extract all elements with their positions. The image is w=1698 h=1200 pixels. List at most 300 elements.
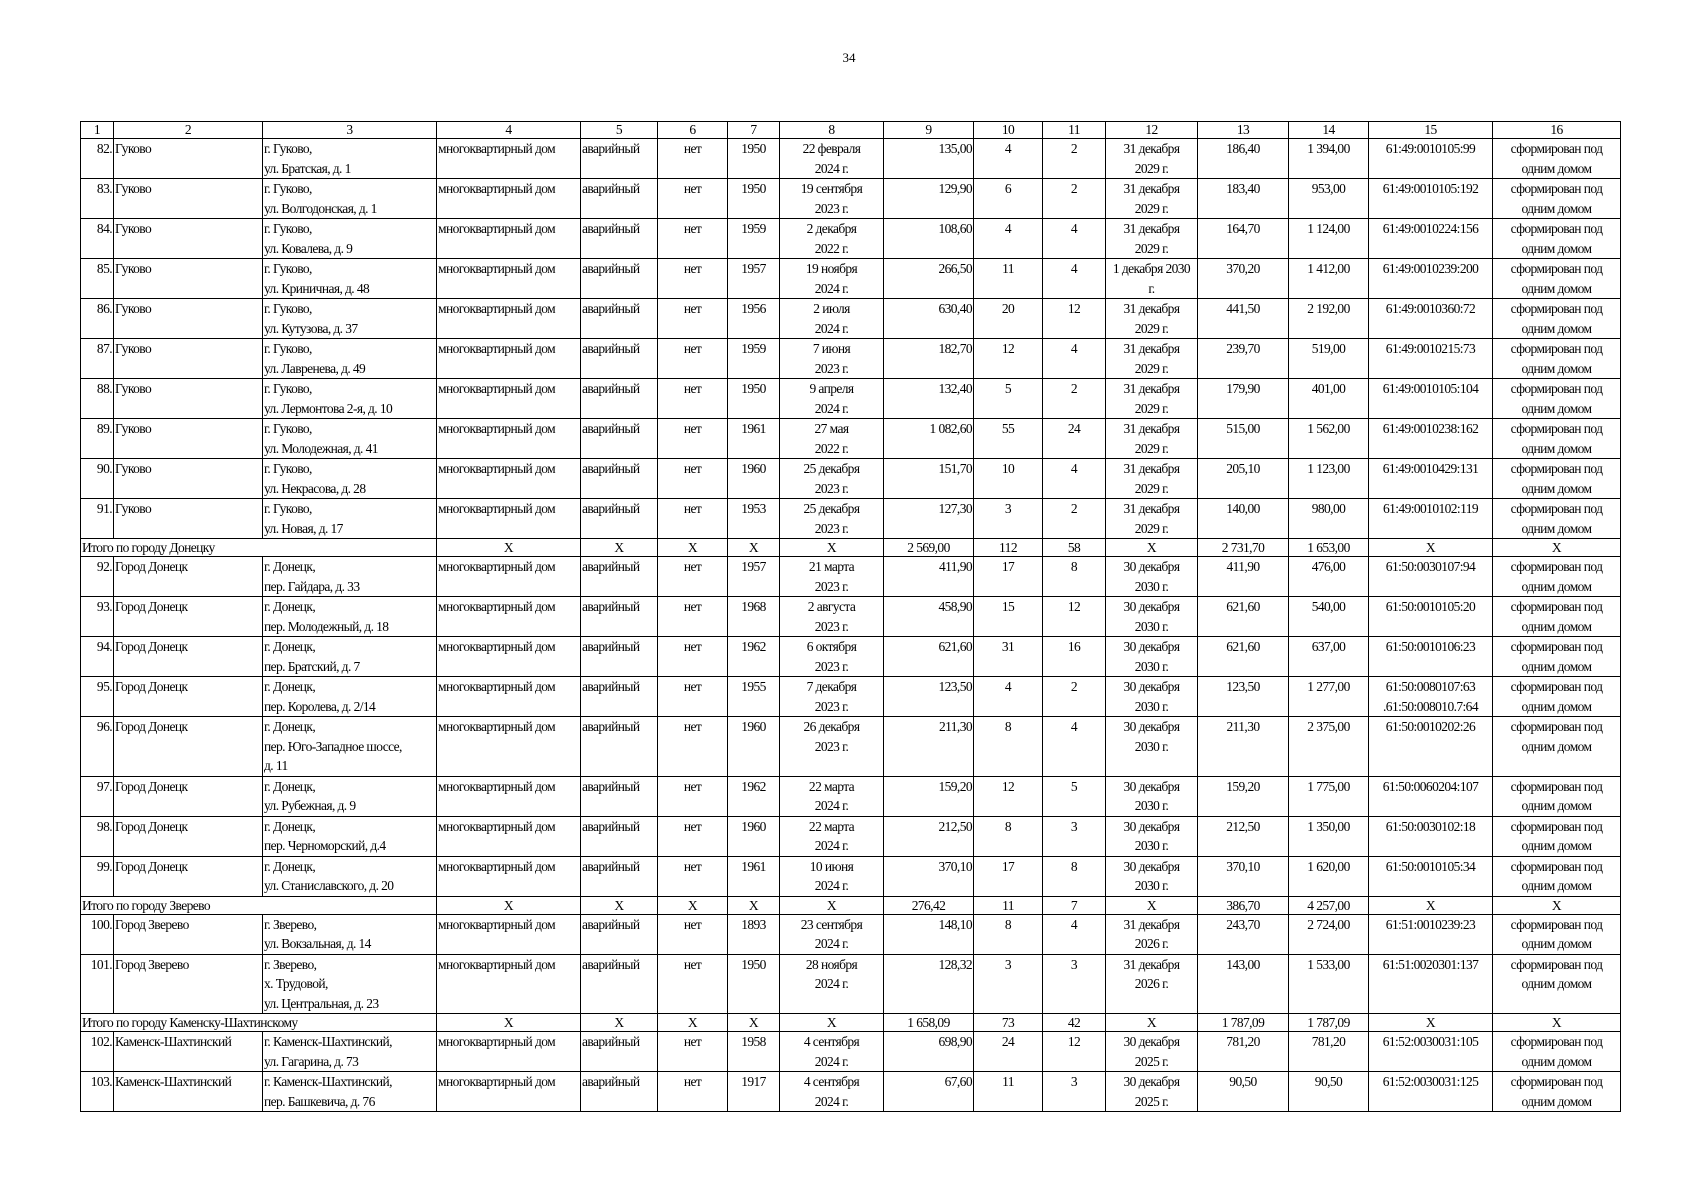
table-cell: 128,32 (884, 954, 974, 1014)
table-cell: Гуково (114, 419, 263, 459)
column-number-7: 7 (728, 122, 780, 139)
subtotal-cell: 2 569,00 (884, 539, 974, 557)
table-row (81, 637, 1621, 677)
table-cell: многоквартирный дом (437, 557, 581, 597)
page-number: 34 (842, 50, 856, 65)
table-cell: аварийный (581, 259, 658, 299)
table-cell: 10 (974, 459, 1043, 499)
table-cell: 151,70 (884, 459, 974, 499)
subtotal-row (81, 1014, 1621, 1032)
subtotal-cell: 1 787,09 (1289, 1014, 1369, 1032)
table-cell: 97. (81, 776, 114, 816)
table-cell: 9 апреля 2024 г. (780, 379, 884, 419)
table-cell: 123,50 (884, 677, 974, 717)
table-cell: 781,20 (1289, 1032, 1369, 1072)
column-number-12: 12 (1106, 122, 1198, 139)
subtotal-cell: X (1369, 539, 1493, 557)
table-cell: 1962 (728, 776, 780, 816)
table-cell: 540,00 (1289, 597, 1369, 637)
table-cell: г. Каменск-Шахтинский, ул. Гагарина, д. 73 (263, 1032, 437, 1072)
table-cell: 61:49:0010102:119 (1369, 499, 1493, 539)
table-body (81, 139, 1621, 1112)
table-cell: 7 декабря 2023 г. (780, 677, 884, 717)
column-number-5: 5 (581, 122, 658, 139)
table-cell: 1 123,00 (1289, 459, 1369, 499)
table-cell: 17 (974, 557, 1043, 597)
table-cell: 94. (81, 637, 114, 677)
table-cell: 99. (81, 856, 114, 896)
subtotal-cell: X (780, 1014, 884, 1032)
table-cell: аварийный (581, 459, 658, 499)
table-cell: 85. (81, 259, 114, 299)
table-cell: Гуково (114, 259, 263, 299)
table-row (81, 954, 1621, 1014)
table-cell: многоквартирный дом (437, 597, 581, 637)
table-cell: 31 (974, 637, 1043, 677)
table-cell: 1 350,00 (1289, 816, 1369, 856)
table-cell: 61:50:0030107:94 (1369, 557, 1493, 597)
table-cell: 20 (974, 299, 1043, 339)
table-row (81, 299, 1621, 339)
table-cell: 183,40 (1198, 179, 1289, 219)
column-number-1: 1 (81, 122, 114, 139)
table-cell: Город Донецк (114, 856, 263, 896)
table-cell: 211,30 (1198, 717, 1289, 777)
subtotal-cell: X (1106, 896, 1198, 914)
table-cell: 182,70 (884, 339, 974, 379)
table-cell: 1959 (728, 339, 780, 379)
table-cell: сформирован под одним домом (1493, 379, 1621, 419)
table-cell: аварийный (581, 816, 658, 856)
table-cell: сформирован под одним домом (1493, 179, 1621, 219)
table-cell: 1960 (728, 459, 780, 499)
table-cell: 1 620,00 (1289, 856, 1369, 896)
table-cell: г. Гуково, ул. Ковалева, д. 9 (263, 219, 437, 259)
table-cell: 28 ноября 2024 г. (780, 954, 884, 1014)
table-cell: Гуково (114, 299, 263, 339)
table-cell: 1957 (728, 259, 780, 299)
subtotal-cell: X (1369, 1014, 1493, 1032)
table-cell: г. Донецк, пер. Молодежный, д. 18 (263, 597, 437, 637)
table-cell: 30 декабря 2030 г. (1106, 637, 1198, 677)
table-cell: нет (658, 259, 728, 299)
table-cell: 1955 (728, 677, 780, 717)
table-cell: 82. (81, 139, 114, 179)
table-cell: сформирован под одним домом (1493, 914, 1621, 954)
table-cell: сформирован под одним домом (1493, 139, 1621, 179)
table-cell: нет (658, 139, 728, 179)
table-cell: 1 277,00 (1289, 677, 1369, 717)
subtotal-row (81, 539, 1621, 557)
table-cell: аварийный (581, 1072, 658, 1112)
subtotal-cell: X (658, 1014, 728, 1032)
table-cell: Гуково (114, 179, 263, 219)
table-cell: 90,50 (1198, 1072, 1289, 1112)
table-cell: 15 (974, 597, 1043, 637)
table-cell: 2 августа 2023 г. (780, 597, 884, 637)
table-cell: многоквартирный дом (437, 954, 581, 1014)
table-cell: 22 марта 2024 г. (780, 776, 884, 816)
table-cell: нет (658, 557, 728, 597)
table-cell: г. Донецк, пер. Королева, д. 2/14 (263, 677, 437, 717)
table-cell: 211,30 (884, 717, 974, 777)
table-cell: 61:52:0030031:125 (1369, 1072, 1493, 1112)
table-cell: 370,20 (1198, 259, 1289, 299)
table-cell: аварийный (581, 856, 658, 896)
table-cell: 401,00 (1289, 379, 1369, 419)
table-cell: 96. (81, 717, 114, 777)
table-cell: Город Донецк (114, 597, 263, 637)
table-cell: 30 декабря 2030 г. (1106, 856, 1198, 896)
table-cell: 31 декабря 2029 г. (1106, 299, 1198, 339)
table-cell: нет (658, 339, 728, 379)
subtotal-cell: 1 653,00 (1289, 539, 1369, 557)
table-cell: Каменск-Шахтинский (114, 1072, 263, 1112)
table-cell: многоквартирный дом (437, 459, 581, 499)
table-cell: 100. (81, 914, 114, 954)
column-number-14: 14 (1289, 122, 1369, 139)
table-cell: 19 сентября 2023 г. (780, 179, 884, 219)
table-cell: 31 декабря 2029 г. (1106, 179, 1198, 219)
table-cell: 61:49:0010239:200 (1369, 259, 1493, 299)
table-cell: 103. (81, 1072, 114, 1112)
table-cell: г. Гуково, ул. Новая, д. 17 (263, 499, 437, 539)
table-cell: 24 (1043, 419, 1106, 459)
table-cell: 1 775,00 (1289, 776, 1369, 816)
table-cell: нет (658, 219, 728, 259)
table-cell: аварийный (581, 419, 658, 459)
table-cell: г. Донецк, пер. Черноморский, д.4 (263, 816, 437, 856)
table-row (81, 856, 1621, 896)
table-cell: 31 декабря 2029 г. (1106, 419, 1198, 459)
subtotal-cell: X (1369, 896, 1493, 914)
table-cell: 30 декабря 2030 г. (1106, 816, 1198, 856)
table-cell: 2 724,00 (1289, 914, 1369, 954)
table-cell: 84. (81, 219, 114, 259)
table-cell: 31 декабря 2029 г. (1106, 499, 1198, 539)
table-cell: сформирован под одним домом (1493, 1032, 1621, 1072)
column-number-3: 3 (263, 122, 437, 139)
table-cell: сформирован под одним домом (1493, 597, 1621, 637)
table-cell: 2 (1043, 677, 1106, 717)
table-cell: 98. (81, 816, 114, 856)
table-cell: аварийный (581, 219, 658, 259)
table-cell: Город Донецк (114, 717, 263, 777)
subtotal-cell: X (1106, 1014, 1198, 1032)
table-cell: 4 (1043, 914, 1106, 954)
table-cell: г. Донецк, ул. Рубежная, д. 9 (263, 776, 437, 816)
table-row (81, 259, 1621, 299)
table-cell: нет (658, 179, 728, 219)
table-cell: 129,90 (884, 179, 974, 219)
table-cell: аварийный (581, 1032, 658, 1072)
table-cell: 61:50:0010105:34 (1369, 856, 1493, 896)
table-cell: 61:50:0010105:20 (1369, 597, 1493, 637)
table-cell: 31 декабря 2026 г. (1106, 954, 1198, 1014)
table-cell: Город Донецк (114, 776, 263, 816)
table-cell: 980,00 (1289, 499, 1369, 539)
table-cell: 1953 (728, 499, 780, 539)
table-cell: 87. (81, 339, 114, 379)
table-cell: 1 082,60 (884, 419, 974, 459)
table-cell: 1950 (728, 179, 780, 219)
table-cell: Гуково (114, 499, 263, 539)
table-cell: 25 декабря 2023 г. (780, 499, 884, 539)
table-cell: 2 (1043, 179, 1106, 219)
table-cell: г. Гуково, ул. Кутузова, д. 37 (263, 299, 437, 339)
table-cell: аварийный (581, 379, 658, 419)
table-cell: 8 (974, 914, 1043, 954)
table-cell: 93. (81, 597, 114, 637)
table-cell: сформирован под одним домом (1493, 419, 1621, 459)
table-cell: 1 533,00 (1289, 954, 1369, 1014)
column-number-6: 6 (658, 122, 728, 139)
table-cell: сформирован под одним домом (1493, 816, 1621, 856)
table-cell: 67,60 (884, 1072, 974, 1112)
table-cell: 25 декабря 2023 г. (780, 459, 884, 499)
table-cell: 2 192,00 (1289, 299, 1369, 339)
table-cell: 91. (81, 499, 114, 539)
table-cell: 4 (1043, 219, 1106, 259)
table-cell: 164,70 (1198, 219, 1289, 259)
table-cell: аварийный (581, 677, 658, 717)
table-row (81, 557, 1621, 597)
table-cell: 31 декабря 2029 г. (1106, 219, 1198, 259)
table-cell: 61:51:0020301:137 (1369, 954, 1493, 1014)
table-cell: 1950 (728, 379, 780, 419)
subtotal-cell: 386,70 (1198, 896, 1289, 914)
table-cell: 2 (1043, 379, 1106, 419)
table-cell: 132,40 (884, 379, 974, 419)
table-cell: 1960 (728, 717, 780, 777)
table-cell: сформирован под одним домом (1493, 637, 1621, 677)
subtotal-cell: 1 658,09 (884, 1014, 974, 1032)
table-cell: аварийный (581, 139, 658, 179)
subtotal-cell: X (728, 539, 780, 557)
table-row (81, 717, 1621, 777)
table-row (81, 419, 1621, 459)
subtotal-cell: 112 (974, 539, 1043, 557)
table-cell: Гуково (114, 339, 263, 379)
table-cell: 3 (974, 499, 1043, 539)
table-cell: 1960 (728, 816, 780, 856)
table-cell: 1 124,00 (1289, 219, 1369, 259)
table-cell: 11 (974, 259, 1043, 299)
table-cell: 61:51:0010239:23 (1369, 914, 1493, 954)
table-cell: 1958 (728, 1032, 780, 1072)
table-cell: 61:50:0030102:18 (1369, 816, 1493, 856)
table-cell: сформирован под одним домом (1493, 259, 1621, 299)
subtotal-cell: 42 (1043, 1014, 1106, 1032)
table-cell: 243,70 (1198, 914, 1289, 954)
table-cell: нет (658, 816, 728, 856)
table-cell: многоквартирный дом (437, 856, 581, 896)
table-cell: г. Зверево, ул. Вокзальная, д. 14 (263, 914, 437, 954)
table-cell: 140,00 (1198, 499, 1289, 539)
table-cell: аварийный (581, 179, 658, 219)
table-cell: 16 (1043, 637, 1106, 677)
table-cell: 23 сентября 2024 г. (780, 914, 884, 954)
column-number-13: 13 (1198, 122, 1289, 139)
table-cell: многоквартирный дом (437, 259, 581, 299)
table-cell: сформирован под одним домом (1493, 339, 1621, 379)
table-cell: нет (658, 914, 728, 954)
subtotal-cell: X (658, 896, 728, 914)
table-cell: 1 412,00 (1289, 259, 1369, 299)
table-cell: 2 375,00 (1289, 717, 1369, 777)
table-cell: сформирован под одним домом (1493, 776, 1621, 816)
table-cell: 953,00 (1289, 179, 1369, 219)
table-cell: 83. (81, 179, 114, 219)
table-row (81, 914, 1621, 954)
table-cell: 12 (1043, 1032, 1106, 1072)
table-cell: 30 декабря 2030 г. (1106, 717, 1198, 777)
subtotal-cell: 2 731,70 (1198, 539, 1289, 557)
table-cell: многоквартирный дом (437, 1072, 581, 1112)
table-row (81, 219, 1621, 259)
table-cell: Город Донецк (114, 557, 263, 597)
table-cell: 88. (81, 379, 114, 419)
subtotal-cell: X (437, 539, 581, 557)
table-cell: Гуково (114, 459, 263, 499)
table-cell: 31 декабря 2029 г. (1106, 139, 1198, 179)
subtotal-cell: X (1106, 539, 1198, 557)
table-cell: 4 (1043, 259, 1106, 299)
table-cell: 61:50:0010106:23 (1369, 637, 1493, 677)
table-cell: 3 (974, 954, 1043, 1014)
table-cell: многоквартирный дом (437, 637, 581, 677)
subtotal-cell: X (437, 896, 581, 914)
table-cell: Город Донецк (114, 677, 263, 717)
table-cell: 205,10 (1198, 459, 1289, 499)
table-cell: 3 (1043, 954, 1106, 1014)
table-cell: 621,60 (884, 637, 974, 677)
table-cell: Гуково (114, 379, 263, 419)
table-cell: многоквартирный дом (437, 914, 581, 954)
table-cell: многоквартирный дом (437, 379, 581, 419)
subtotal-cell: X (780, 539, 884, 557)
table-row (81, 677, 1621, 717)
subtotal-label: Итого по городу Донецку (81, 539, 437, 557)
table-cell: 89. (81, 419, 114, 459)
table-cell: 1962 (728, 637, 780, 677)
table-cell: 1961 (728, 419, 780, 459)
table-cell: Каменск-Шахтинский (114, 1032, 263, 1072)
table-cell: 61:49:0010429:131 (1369, 459, 1493, 499)
table-cell: аварийный (581, 776, 658, 816)
table-cell: сформирован под одним домом (1493, 856, 1621, 896)
table-cell: 1957 (728, 557, 780, 597)
subtotal-cell: X (581, 896, 658, 914)
table-cell: нет (658, 379, 728, 419)
table-cell: 4 (1043, 459, 1106, 499)
table-cell: 239,70 (1198, 339, 1289, 379)
table-cell: 6 (974, 179, 1043, 219)
table-cell: 1950 (728, 954, 780, 1014)
table-cell: 30 декабря 2025 г. (1106, 1032, 1198, 1072)
table-cell: 370,10 (884, 856, 974, 896)
table-cell: 212,50 (1198, 816, 1289, 856)
table-cell: 7 июня 2023 г. (780, 339, 884, 379)
table-cell: аварийный (581, 499, 658, 539)
table-row (81, 816, 1621, 856)
table-cell: 159,20 (884, 776, 974, 816)
table-cell: 30 декабря 2030 г. (1106, 557, 1198, 597)
table-cell: Город Донецк (114, 637, 263, 677)
table-row (81, 1032, 1621, 1072)
table-cell: 61:49:0010105:99 (1369, 139, 1493, 179)
subtotal-cell: 11 (974, 896, 1043, 914)
table-cell: 621,60 (1198, 597, 1289, 637)
subtotal-cell: 73 (974, 1014, 1043, 1032)
table-cell: сформирован под одним домом (1493, 717, 1621, 777)
table-cell: 186,40 (1198, 139, 1289, 179)
table-cell: 61:49:0010105:192 (1369, 179, 1493, 219)
table-cell: сформирован под одним домом (1493, 299, 1621, 339)
table-cell: 11 (974, 1072, 1043, 1112)
table-cell: 8 (1043, 856, 1106, 896)
table-cell: 123,50 (1198, 677, 1289, 717)
table-cell: нет (658, 499, 728, 539)
table-cell: сформирован под одним домом (1493, 219, 1621, 259)
table-cell: сформирован под одним домом (1493, 557, 1621, 597)
table-cell: Город Зверево (114, 954, 263, 1014)
table-cell: аварийный (581, 299, 658, 339)
table-cell: 10 июня 2024 г. (780, 856, 884, 896)
column-number-8: 8 (780, 122, 884, 139)
table-cell: многоквартирный дом (437, 339, 581, 379)
subtotal-cell: X (581, 1014, 658, 1032)
table-cell: 2 июля 2024 г. (780, 299, 884, 339)
table-cell: 143,00 (1198, 954, 1289, 1014)
table-cell: 4 (974, 677, 1043, 717)
table-cell: 5 (974, 379, 1043, 419)
column-number-9: 9 (884, 122, 974, 139)
table-cell: г. Гуково, ул. Волгодонская, д. 1 (263, 179, 437, 219)
table-cell: 61:49:0010105:104 (1369, 379, 1493, 419)
table-cell: 781,20 (1198, 1032, 1289, 1072)
table-cell: 1 562,00 (1289, 419, 1369, 459)
table-cell: 4 (974, 139, 1043, 179)
table-row (81, 459, 1621, 499)
table-cell: 411,90 (1198, 557, 1289, 597)
table-cell: нет (658, 677, 728, 717)
subtotal-cell: 4 257,00 (1289, 896, 1369, 914)
table-cell: 30 декабря 2025 г. (1106, 1072, 1198, 1112)
table-cell: г. Зверево, х. Трудовой, ул. Центральная, д. 23 (263, 954, 437, 1014)
table-cell: 30 декабря 2030 г. (1106, 597, 1198, 637)
table-cell: 26 декабря 2023 г. (780, 717, 884, 777)
column-number-header (81, 122, 1621, 139)
table-cell: 637,00 (1289, 637, 1369, 677)
table-cell: 8 (974, 816, 1043, 856)
table-cell: 24 (974, 1032, 1043, 1072)
table-cell: г. Гуково, ул. Некрасова, д. 28 (263, 459, 437, 499)
subtotal-label: Итого по городу Зверево (81, 896, 437, 914)
table-cell: 12 (974, 776, 1043, 816)
table-cell: 1893 (728, 914, 780, 954)
table-cell: сформирован под одним домом (1493, 954, 1621, 1014)
table-row (81, 179, 1621, 219)
table-cell: 12 (1043, 597, 1106, 637)
table-cell: 2 декабря 2022 г. (780, 219, 884, 259)
table-cell: нет (658, 299, 728, 339)
column-number-10: 10 (974, 122, 1043, 139)
table-cell: 30 декабря 2030 г. (1106, 677, 1198, 717)
table-row (81, 776, 1621, 816)
table-cell: 266,50 (884, 259, 974, 299)
subtotal-cell: X (728, 1014, 780, 1032)
